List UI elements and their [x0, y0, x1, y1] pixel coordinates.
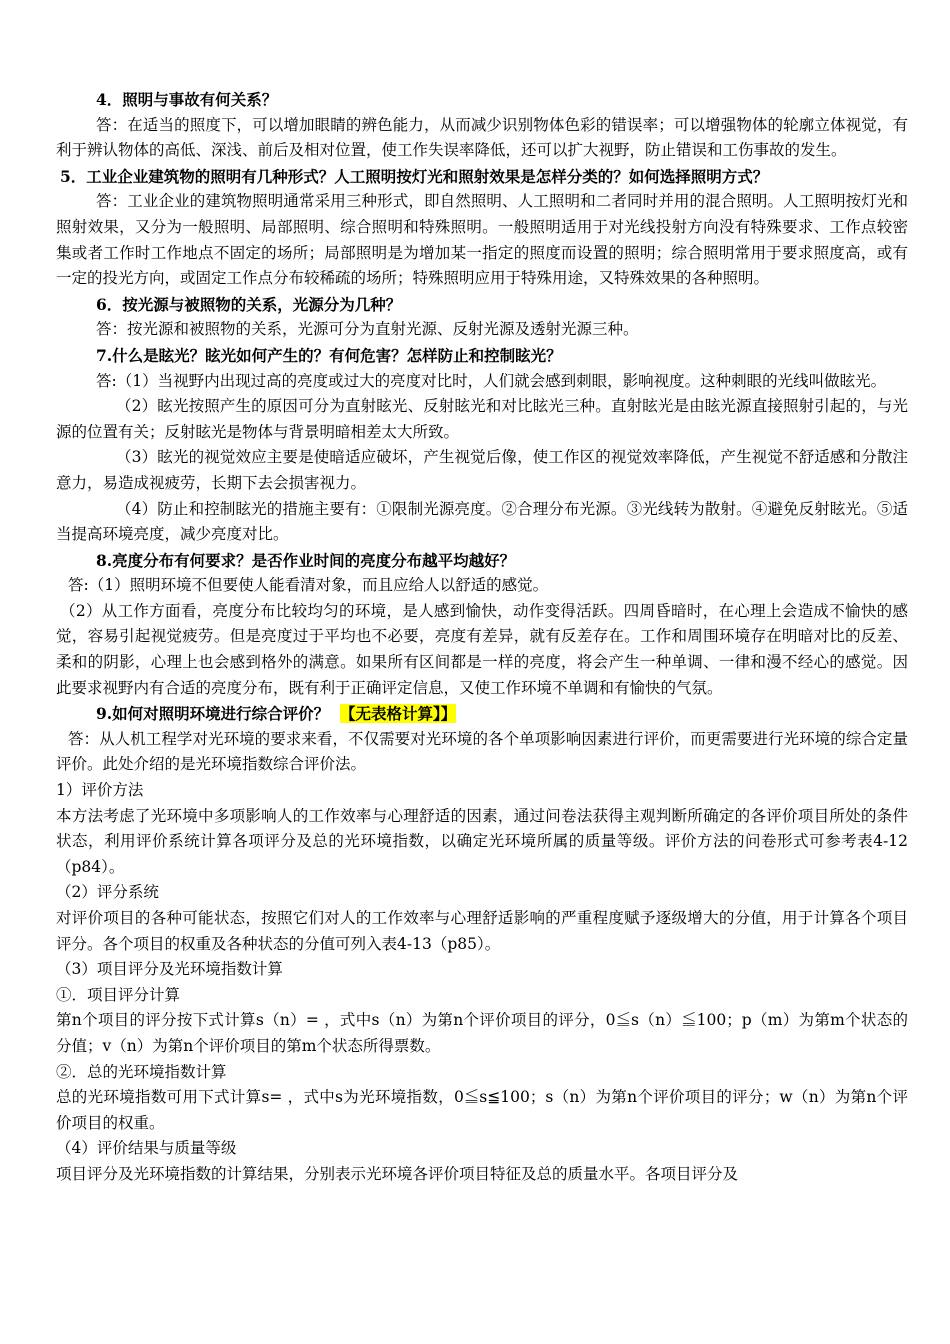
question-5: 5．工业企业建筑物的照明有几种形式？人工照明按灯光和照射效果是怎样分类的？如何选择照明方式？ — [60, 166, 769, 186]
results-quality-body: 项目评分及光环境指数的计算结果，分别表示光环境各评价项目特征及总的质量水平。各项目评分及 — [56, 1164, 739, 1183]
question-6: 6．按光源与被照物的关系，光源分为几种？ — [96, 294, 402, 314]
answer-4: 答：在适当的照度下，可以增加眼睛的辨色能力，从而减少识别物体色彩的错误率；可以增强物体的轮廓立体视觉，有利于辨认物体的高低、深浅、前后及相对位置，使工作失误率降低，还可以扩大视野，防止错误和工伤事故的发生。 — [56, 115, 908, 160]
section-evaluation-method: 1）评价方法 — [56, 781, 144, 800]
question-9-text: 9.如何对照明环境进行综合评价？ — [96, 704, 330, 724]
highlight-note: 【无表格计算】】 — [339, 704, 457, 724]
answer-7-part-1: 答:（1）当视野内出现过高的亮度或过大的亮度对比时，人们就会感到刺眼，影响视度。这种刺眼的光线叫做眩光。 — [96, 371, 887, 390]
answer-7-part-3: （3）眩光的视觉效应主要是使暗适应破坏，产生视觉后像，使工作区的视觉效率降低，产生视觉不舒适感和分散注意力，易造成视疲劳，长期下去会损害视力。 — [56, 448, 908, 492]
section-results-quality: （4）评价结果与质量等级 — [56, 1139, 237, 1158]
answer-7-part-4: （4）防止和控制眩光的措施主要有：①限制光源亮度。②合理分布光源。③光线转为散射。④避免反射眩光。⑤适当提高环境亮度，减少亮度对比。 — [56, 499, 908, 544]
answer-8-part-1: 答:（1）照明环境不但要使人能看清对象，而且应给人以舒适的感觉。 — [68, 576, 549, 595]
section-score-calculation: （3）项目评分及光环境指数计算 — [56, 960, 283, 979]
answer-8-part-2: （2）从工作方面看，亮度分布比较均匀的环境，是人感到愉快，动作变得活跃。四周昏暗时，在心理上会造成不愉快的感觉，容易引起视觉疲劳。但是亮度过于平均也不必要，亮度有差异，就有反差存在。工作和周围环境存在明暗对比的反差、柔和的阴影，心理上也会感到格外的满意。如果所有区间都是一样的亮度，将会产生一种单调、一律和漫不经心的感觉。因此要求视野内有合适的亮度分布，既有利于正确评定信息，又使工作环境不单调和有愉快的气氛。 — [56, 601, 908, 697]
total-index-body: 总的光环境指数可用下式计算s= ，式中s为光环境指数，0≦s≦100；s（n）为第n个评价项目的评分；w（n）为第n个评价项目的权重。 — [56, 1088, 908, 1132]
question-9 — [56, 701, 908, 727]
scoring-system-body: 对评价项目的各种可能状态，按照它们对人的工作效率与心理舒适影响的严重程度赋予逐级增大的分值，用于计算各个项目评分。各个项目的权重及各种状态的分值可列入表4-13（p85）。 — [56, 909, 908, 953]
section-scoring-system: （2）评分系统 — [56, 883, 159, 902]
item-score-body: 第n个项目的评分按下式计算s（n）= ，式中s（n）为第n个评价项目的评分，0≦s（n）≦100；p（m）为第m个状态的分值；v（n）为第n个评价项目的第m个状态所得票数。 — [56, 1011, 908, 1055]
subsection-total-index: ②．总的光环境指数计算 — [56, 1062, 227, 1081]
evaluation-method-body: 本方法考虑了光环境中多项影响人的工作效率与心理舒适的因素，通过问卷法获得主观判断所确定的各评价项目所处的条件状态，利用评价系统计算各项评分及总的光环境指数，以确定光环境所属的质量等级。评价方法的问卷形式可参考表4-12（p84）。 — [56, 806, 908, 876]
answer-5: 答：工业企业的建筑物照明通常采用三种形式，即自然照明、人工照明和二者同时并用的混合照明。人工照明按灯光和照射效果，又分为一般照明、局部照明、综合照明和特殊照明。一般照明适用于对光线投射方向没有特殊要求、工作点较密集或者工作时工作地点不固定的场所；局部照明是为增加某一指定的照度而设置的照明；综合照明常用于要求照度高，或有一定的投光方向，或固定工作点分布较稀疏的场所；特殊照明应用于特殊用途，又特殊效果的各种照明。 — [56, 192, 908, 288]
question-7: 7.什么是眩光？眩光如何产生的？有何危害？怎样防止和控制眩光？ — [96, 345, 562, 365]
question-4: 4．照明与事故有何关系？ — [96, 90, 278, 109]
answer-9: 答：从人机工程学对光环境的要求来看，不仅需要对光环境的各个单项影响因素进行评价，而更需要进行光环境的综合定量评价。此处介绍的是光环境指数综合评价法。 — [56, 729, 908, 774]
subsection-item-score: ①．项目评分计算 — [56, 985, 181, 1004]
answer-7-part-2: （2）眩光按照产生的原因可分为直射眩光、反射眩光和对比眩光三种。直射眩光是由眩光源直接照射引起的，与光源的位置有关；反射眩光是物体与背景明暗相差太大所致。 — [56, 397, 908, 441]
question-8: 8.亮度分布有何要求？是否作业时间的亮度分布越平均越好？ — [96, 550, 516, 570]
answer-6: 答：按光源和被照物的关系，光源可分为直射光源、反射光源及透射光源三种。 — [96, 320, 639, 339]
